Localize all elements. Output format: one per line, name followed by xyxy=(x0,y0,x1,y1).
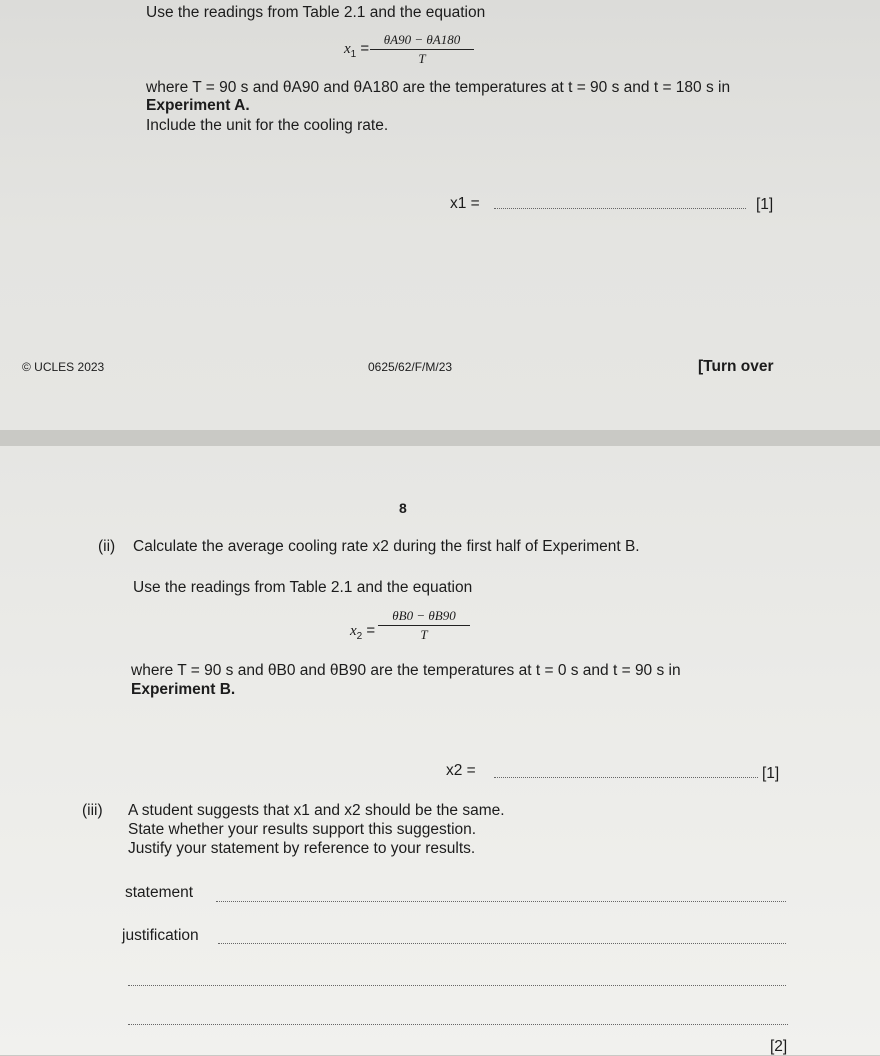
instruction-text: Use the readings from Table 2.1 and the equation xyxy=(146,4,486,21)
footer-code: 0625/62/F/M/23 xyxy=(368,360,453,374)
question-iii-line3: Justify your statement by reference to your results. xyxy=(128,840,476,857)
statement-label: statement xyxy=(125,884,194,901)
eq-variable-b: x xyxy=(350,623,357,639)
where-text-line1: where T = 90 s and θA90 and θA180 are the temperatures at t = 90 s and t = 180 s in xyxy=(146,79,731,96)
exam-page-8 xyxy=(0,446,880,1055)
where-text-line2: Experiment A. xyxy=(146,97,250,114)
equation-fraction-b xyxy=(378,608,470,643)
where-text-b-line1: where T = 90 s and θB0 and θB90 are the temperatures at t = 0 s and t = 90 s in xyxy=(131,662,681,679)
marks-iii: [2] xyxy=(770,1038,788,1055)
question-iii-line1: A student suggests that x1 and x2 should be the same. xyxy=(128,802,505,819)
instruction-text-b: Use the readings from Table 2.1 and the equation xyxy=(133,579,473,596)
eq-numerator-b: θB0 − θB90 xyxy=(378,608,470,626)
eq-equals-b: = xyxy=(366,622,376,639)
eq-equals: = xyxy=(360,40,370,57)
exam-page-top xyxy=(0,0,880,430)
statement-answer-line[interactable] xyxy=(216,901,786,902)
where-text-b-line2: Experiment B. xyxy=(131,681,236,698)
eq-subscript-b: 2 xyxy=(356,631,363,642)
page-number: 8 xyxy=(399,500,407,516)
eq-subscript: 1 xyxy=(350,49,357,60)
eq-variable: x xyxy=(344,41,351,57)
answer-line-x1[interactable] xyxy=(494,208,746,209)
eq-denominator: T xyxy=(418,51,426,66)
justification-answer-line-1[interactable] xyxy=(218,943,786,944)
eq-denominator-b: T xyxy=(420,627,428,642)
answer-label-x2: x2 = xyxy=(446,762,476,779)
justification-label: justification xyxy=(122,927,199,944)
justification-answer-line-3[interactable] xyxy=(128,1024,788,1025)
footer-turn-over: [Turn over xyxy=(698,358,774,375)
footer-copyright: © UCLES 2023 xyxy=(22,360,105,374)
answer-label-x1: x1 = xyxy=(450,195,480,212)
question-iii-line2: State whether your results support this suggestion. xyxy=(128,821,477,838)
equation-fraction xyxy=(370,32,474,67)
eq-numerator: θA90 − θA180 xyxy=(370,32,474,50)
marks-x1: [1] xyxy=(756,196,774,213)
justification-answer-line-2[interactable] xyxy=(128,985,786,986)
question-ii-text: Calculate the average cooling rate x2 during the first half of Experiment B. xyxy=(133,538,640,555)
equation-lhs-b xyxy=(350,622,375,642)
question-ii-label: (ii) xyxy=(98,538,116,555)
unit-note: Include the unit for the cooling rate. xyxy=(146,117,389,134)
answer-line-x2[interactable] xyxy=(494,777,758,778)
equation-lhs xyxy=(344,40,369,60)
marks-x2: [1] xyxy=(762,765,780,782)
question-iii-label: (iii) xyxy=(82,802,103,819)
